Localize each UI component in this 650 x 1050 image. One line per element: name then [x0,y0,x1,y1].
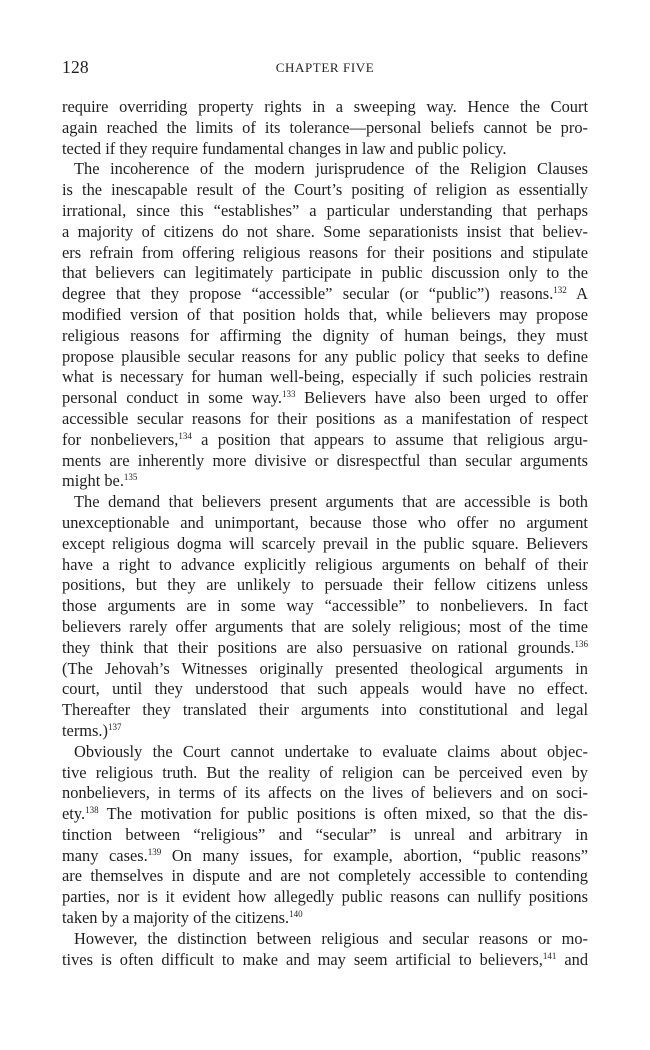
line-text: might be. [62,471,124,491]
text-line [62,659,588,680]
text-line [62,638,588,659]
line-text-continued: a position that appears to assume that religious argu- [191,429,588,449]
text-line [62,721,588,742]
text-line [62,180,588,201]
footnote-marker[interactable]: 137 [107,721,122,732]
text-line [62,326,588,347]
line-text-continued: The motivation for public positions is often mixed, so that the dis- [98,804,588,824]
line-text: taken by a majority of the citizens. [62,908,290,928]
line-text-continued: and [556,949,588,969]
text-line [62,201,588,222]
text-line [62,825,588,846]
text-line [62,430,588,451]
text-line [62,222,588,243]
line-text: many cases. [62,845,148,865]
line-text: terms.) [62,720,108,740]
line-text: what is necessary for human well-being, especially if such policies restrain [62,367,588,387]
text-line [62,555,588,576]
text-line [62,534,588,555]
line-text: tives is often difficult to make and may seem artificial to believers, [62,949,543,969]
line-text: parties, nor is it evident how allegedly public reasons can nullify positions [62,887,588,907]
text-line [62,367,588,388]
text-line [62,305,588,326]
line-text: The demand that believers present arguments that are accessible is both [74,492,588,512]
text-line [62,679,588,700]
text-line [62,97,588,118]
line-text: religious reasons for affirming the dignity of human beings, they must [62,325,588,345]
line-text: ers refrain from offering religious reasons for their positions and stipulate [62,242,588,262]
text-line [62,409,588,430]
text-line [62,763,588,784]
line-text: are themselves in dispute and are not completely accessible to contending [62,866,588,886]
line-text: have a right to advance explicitly religious arguments on behalf of their [62,554,588,574]
footnote-marker[interactable]: 139 [147,846,162,857]
text-line [62,159,588,180]
line-text: (The Jehovah’s Witnesses originally presented theological arguments in [62,658,588,678]
footnote-marker[interactable]: 138 [85,805,99,816]
text-line [62,596,588,617]
line-text: that believers can legitimately participate in public discussion only to the [62,263,588,283]
footnote-marker[interactable]: 141 [542,950,557,961]
line-text: court, until they understood that such appeals would have no effect. [62,679,588,699]
text-line [62,929,588,950]
text-line [62,742,588,763]
line-text: except religious dogma will scarcely prevail in the public square. Believers [62,533,588,553]
line-text: modified version of that position holds that, while believers may propose [62,304,588,324]
page-number: 128 [62,57,89,77]
line-text-continued: A [566,284,588,304]
line-text: irrational, since this “establishes” a particular understanding that perhaps [62,200,588,220]
line-text: Obviously the Court cannot undertake to evaluate claims about objec- [74,741,588,761]
line-text: those arguments are in some way “accessible” to nonbelievers. In fact [62,596,588,616]
line-text: tive religious truth. But the reality of religion can be perceived even by [62,762,588,782]
text-line [62,700,588,721]
text-line [62,263,588,284]
line-text: they think that their positions are also persuasive on rational grounds. [62,637,575,657]
footnote-marker[interactable]: 134 [178,430,192,441]
line-text: The incoherence of the modern jurisprudence of the Religion Clauses [74,159,588,179]
line-text: accessible secular reasons for their positions as a manifestation of respect [62,408,588,428]
body-text [62,97,588,970]
text-line [62,243,588,264]
text-line [62,388,588,409]
line-text: a majority of citizens do not share. Some separationists insist that believ- [62,221,588,241]
line-text: ety. [62,804,86,824]
text-line [62,139,588,160]
footnote-marker[interactable]: 133 [281,389,296,400]
text-line [62,887,588,908]
line-text: tinction between “religious” and “secular” is unreal and arbitrary in [62,824,588,844]
text-line [62,908,588,929]
footnote-marker[interactable]: 136 [574,638,588,649]
text-line [62,492,588,513]
line-text: is the inescapable result of the Court’s positing of religion as essentially [62,180,588,200]
text-line [62,617,588,638]
line-text: positions, but they are unlikely to persuade their fellow citizens unless [62,575,588,595]
text-line [62,804,588,825]
text-line [62,950,588,971]
text-line [62,347,588,368]
text-line [62,783,588,804]
line-text: nonbelievers, in terms of its affects on the lives of believers and on soci- [62,783,588,803]
text-line [62,846,588,867]
line-text: ments are inherently more divisive or disrespectful than secular arguments [62,450,588,470]
text-line [62,866,588,887]
line-text-continued: On many issues, for example, abortion, “public reasons” [161,845,588,865]
running-head [62,57,588,83]
text-line [62,118,588,139]
line-text: for nonbelievers, [62,429,179,449]
text-line [62,575,588,596]
line-text: personal conduct in some way. [62,388,282,408]
line-text: propose plausible secular reasons for any public policy that seeks to define [62,346,588,366]
line-text: Thereafter they translated their arguments into constitutional and legal [62,700,588,720]
line-text-continued: Believers have also been urged to offer [295,388,588,408]
line-text: again reached the limits of its tolerance—personal beliefs cannot be pro- [62,117,588,137]
text-line [62,451,588,472]
text-line [62,513,588,534]
line-text: tected if they require fundamental changes in law and public policy. [62,138,507,158]
line-text: require overriding property rights in a sweeping way. Hence the Court [62,97,588,116]
text-line [62,471,588,492]
line-text: believers rarely offer arguments that are solely religious; most of the time [62,616,588,636]
footnote-marker[interactable]: 132 [553,285,567,296]
line-text: However, the distinction between religious and secular reasons or mo- [74,928,588,948]
footnote-marker[interactable]: 140 [289,909,303,920]
line-text: degree that they propose “accessible” secular (or “public”) reasons. [62,284,554,304]
line-text: unexceptionable and unimportant, because those who offer no argument [62,512,588,532]
footnote-marker[interactable]: 135 [123,472,138,483]
chapter-title: CHAPTER FIVE [275,60,375,75]
text-line [62,284,588,305]
